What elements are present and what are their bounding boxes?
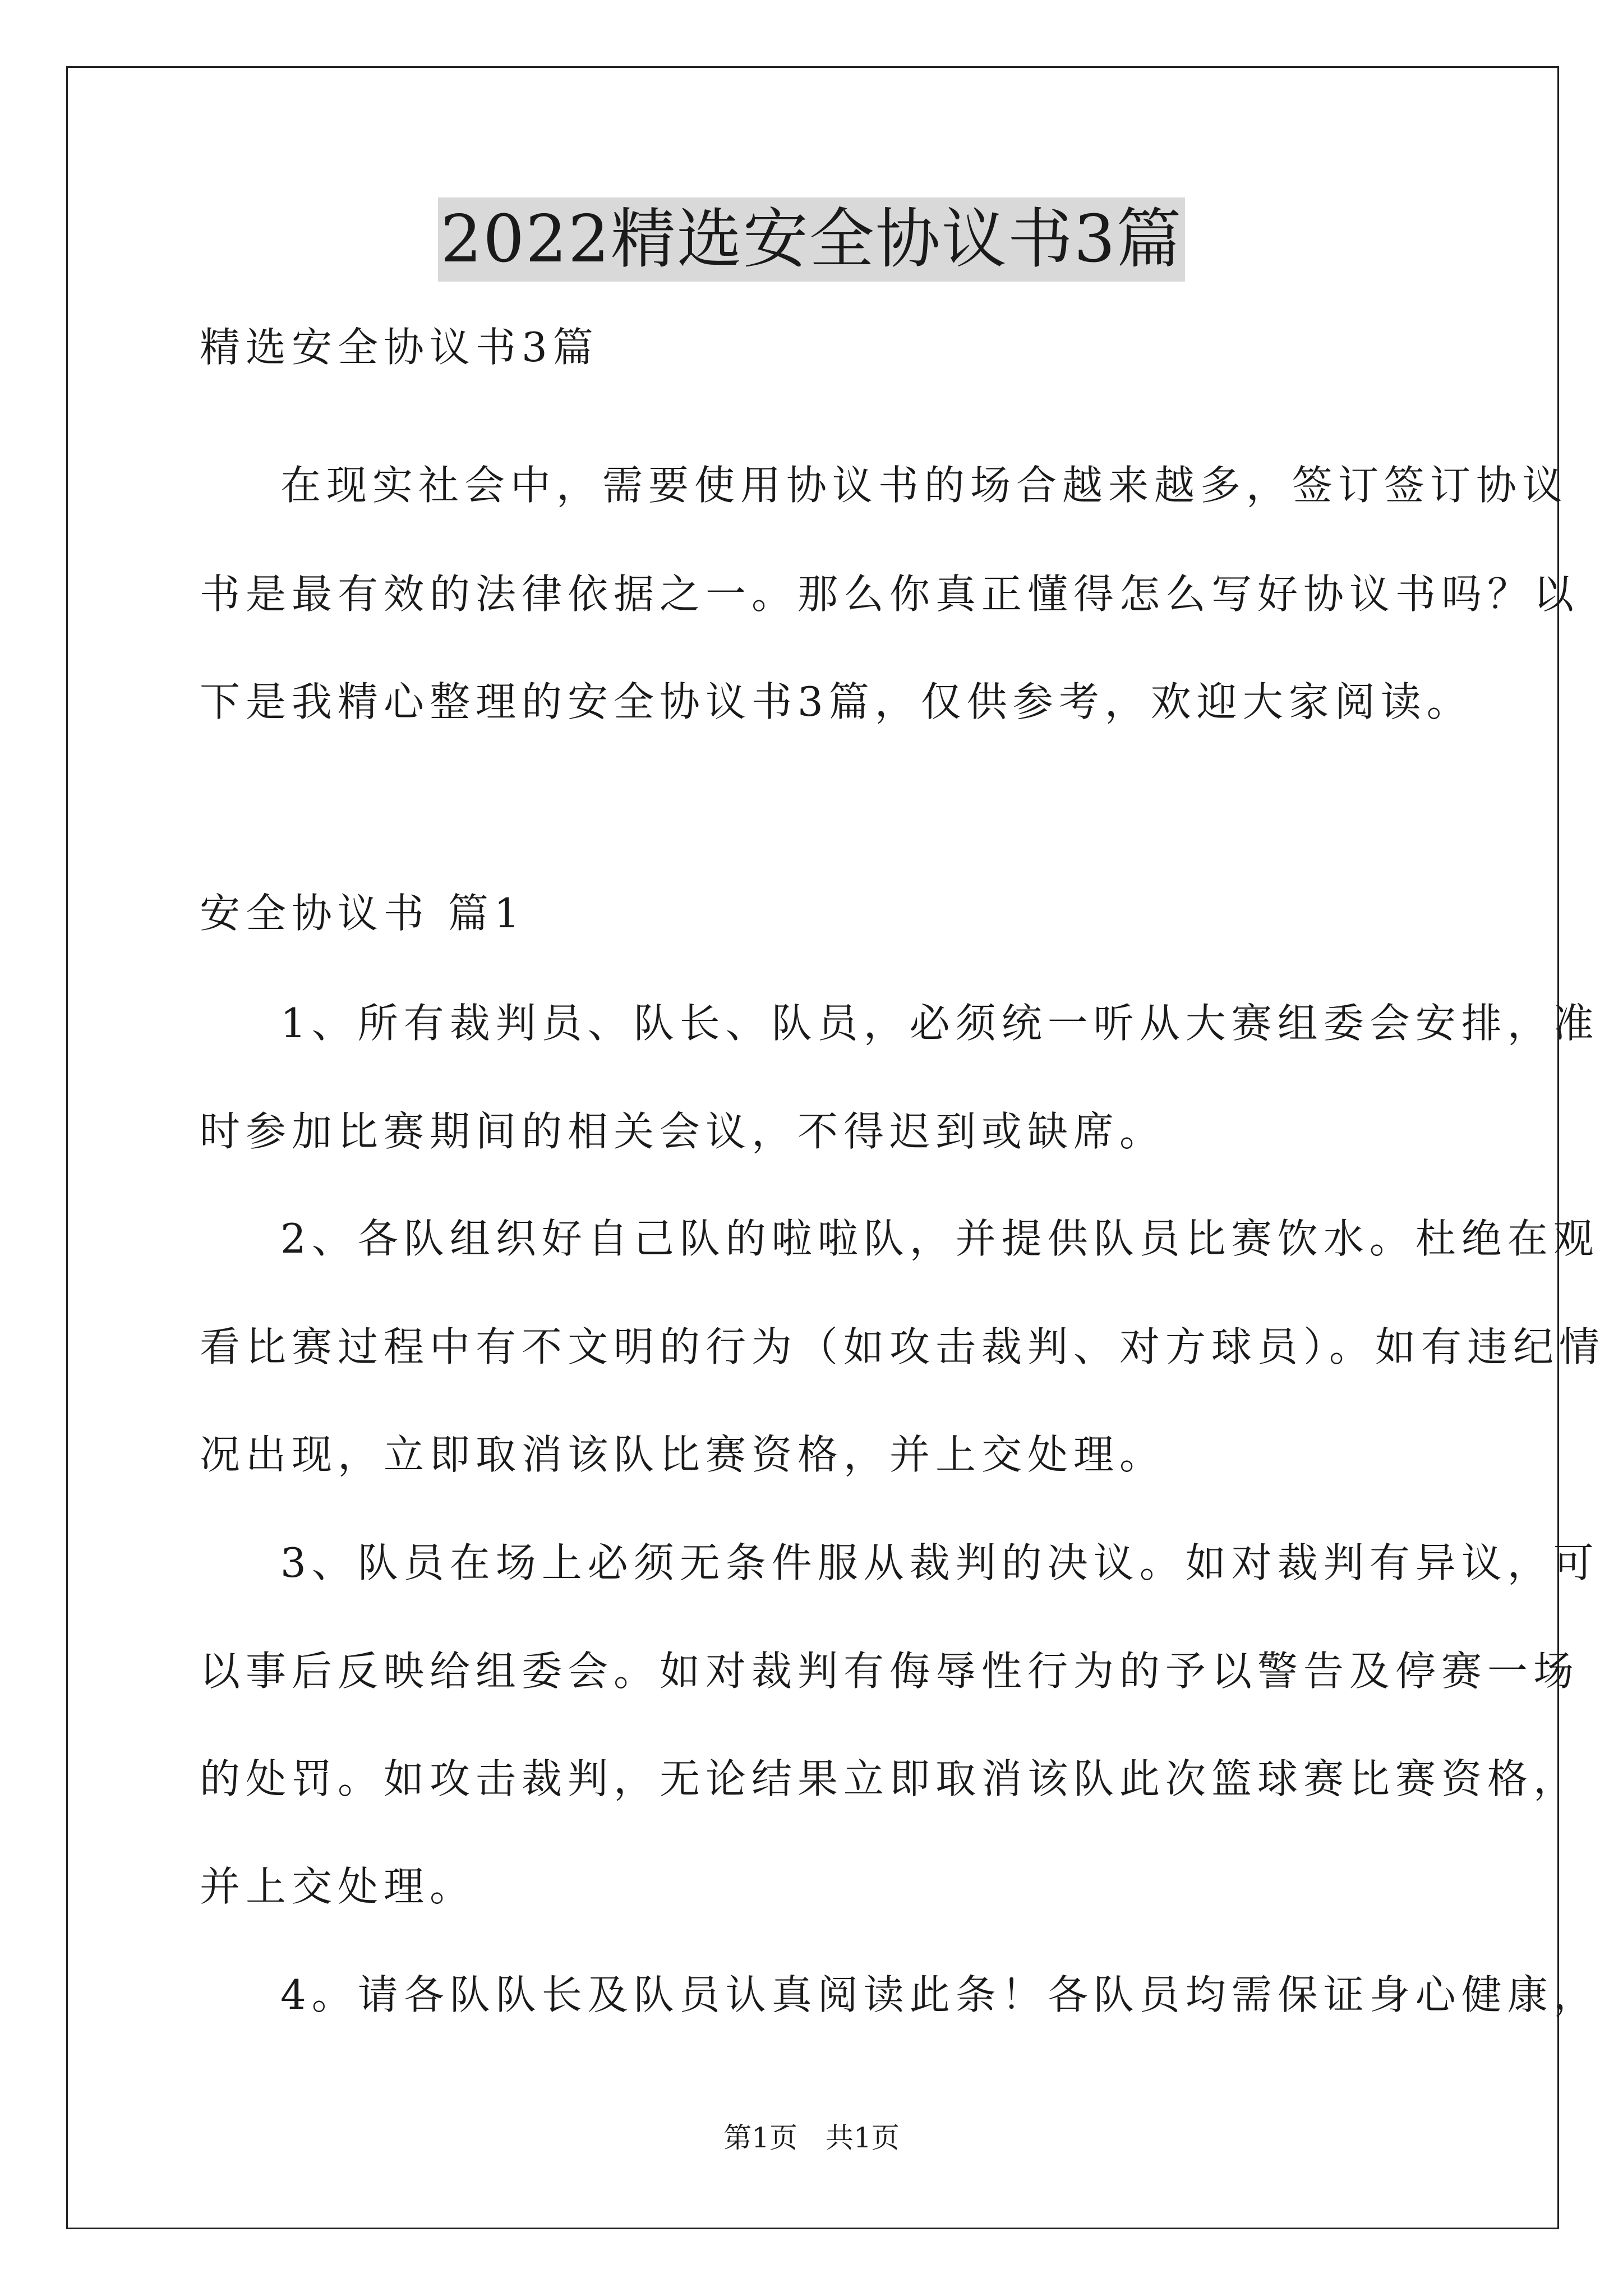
page-footer: 第1页 共1页 — [723, 2122, 900, 2154]
clause-2-line-2: 看比赛过程中有不文明的行为（如攻击裁判、对方球员）。如有违纪情 — [200, 1323, 1606, 1370]
clause-3-line-2: 以事后反映给组委会。如对裁判有侮辱性行为的予以警告及停赛一场 — [200, 1648, 1580, 1695]
document-title: 2022精选安全协议书3篇 — [438, 197, 1184, 282]
intro-line-2: 书是最有效的法律依据之一。那么你真正懂得怎么写好协议书吗？以 — [200, 570, 1580, 618]
clause-3-line-4: 并上交处理。 — [200, 1863, 476, 1910]
clause-2-line-3: 况出现，立即取消该队比赛资格，并上交处理。 — [200, 1431, 1166, 1478]
clause-4-line-1: 4。请各队队长及队员认真阅读此条！各队员均需保证身心健康， — [280, 1971, 1599, 2018]
clause-3-line-3: 的处罚。如攻击裁判，无论结果立即取消该队此次篮球赛比赛资格， — [200, 1755, 1580, 1802]
intro-line-3: 下是我精心整理的安全协议书3篇，仅供参考，欢迎大家阅读。 — [200, 678, 1473, 725]
clause-1-line-1: 1、所有裁判员、队长、队员，必须统一听从大赛组委会安排，准 — [280, 1000, 1599, 1047]
document-subtitle: 精选安全协议书3篇 — [200, 324, 599, 371]
clause-2-line-1: 2、各队组织好自己队的啦啦队，并提供队员比赛饮水。杜绝在观 — [280, 1215, 1599, 1262]
clause-1-line-2: 时参加比赛期间的相关会议，不得迟到或缺席。 — [200, 1108, 1166, 1155]
title-container — [0, 197, 1623, 282]
intro-line-1: 在现实社会中，需要使用协议书的场合越来越多，签订签订协议 — [280, 462, 1569, 509]
section-heading: 安全协议书 篇1 — [200, 890, 525, 937]
clause-3-line-1: 3、队员在场上必须无条件服从裁判的决议。如对裁判有异议，可 — [280, 1539, 1599, 1586]
